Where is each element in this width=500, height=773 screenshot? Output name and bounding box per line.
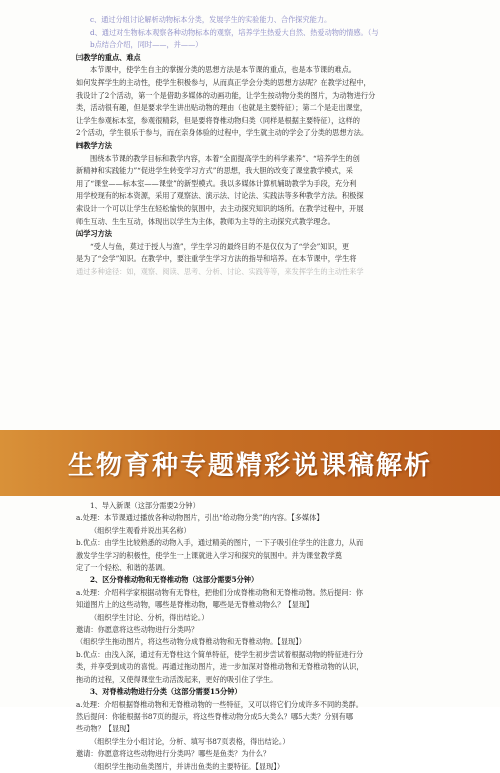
section-heading-key-points: ㈢教学的重点、难点 (76, 52, 141, 62)
procedure-heading: 3、对脊椎动物进行分类（这部分需要15分钟） (90, 687, 242, 697)
objectives-list (76, 14, 446, 52)
procedure-line: a.处理：本节课通过播放各种动物图片，引出“给动物分类”的内容。【多媒体】 (76, 513, 324, 523)
paragraph-line: 师生互动、生生互动，体现出以学生为主体，教师为主导的主动探究式教学理念。 (76, 216, 335, 226)
paragraph-line: 如何发挥学生的主动性，使学生积极参与，从而真正学会分类的思想方法呢？在教学过程中， (76, 77, 371, 87)
section-heading-teaching-methods: ㈣教学方法 (76, 140, 112, 150)
section-heading-learning-methods: ㈤学习方法 (76, 229, 112, 239)
paragraph-line: 索设计一个可以让学生在轻松愉快的氛围中，去主动探究知识的场所。在教学过程中，开展 (76, 203, 364, 213)
objective-d-cont: b点结合介绍，同时——，并——） (90, 40, 203, 50)
procedure-line: 定了一个轻松、和谐的基调。 (76, 563, 170, 573)
procedure-line: 然后提问：你能根据书87页的提示，将这些脊椎动物分成5大类么？哪5大类？分别有哪 (76, 711, 354, 721)
procedure-line: a.处理：介绍科学家根据动物有无脊柱，把他们分成脊椎动物和无脊椎动物。然后提问：你 (76, 587, 363, 597)
procedure-heading: 2、区分脊椎动物和无脊椎动物（这部分需要5分钟） (90, 575, 259, 585)
lesson-procedure (76, 500, 446, 773)
document-body (76, 14, 446, 278)
paragraph-line: 新精神和实践能力”“促进学生转变学习方式”的思想，我大胆的改变了课堂教学模式，采 (76, 166, 353, 176)
procedure-line: a.处理：介绍根据脊椎动物和无脊椎动物的一些特征，又可以将它们分成许多不同的类群。 (76, 699, 363, 709)
paragraph-line: 我设计了2个活动，第一个是借助多媒体的动画功能，让学生按动物分类的图片，为动物进行分 (76, 90, 376, 100)
paragraph-line: “受人与鱼，莫过于授人与渔”，学生学习的最终目的不是仅仅为了“学会”知识，更 (90, 241, 350, 251)
paragraph-line: 是为了“会学”知识。在教学中，要注重学生学习方法的指导和培养。在本节课中，学生将 (76, 254, 357, 264)
paragraph-line: 用学校现有的标本资源，采用了观察法、演示法、讨论法、实践法等多种教学方法。积极探 (76, 191, 364, 201)
procedure-line: 类，并享受到成功的喜悦。再通过拖动图片，进一步加深对脊椎动物和无脊椎动物的认识， (76, 662, 364, 672)
objective-d: d、通过对生物标本观察各种动物标本的观察，培养学生热爱大自然、热爱动物的情感。（与 (90, 27, 379, 37)
procedure-line: 邀请：你愿意将这些动物进行分类吗？哪些是鱼类？为什么？ (76, 749, 271, 759)
title-banner (0, 430, 500, 496)
procedure-line: 邀请：你愿意将这些动物进行分类吗？ (76, 625, 199, 635)
procedure-line: （组织学生讨论、分析，得出结论。） (90, 612, 209, 622)
procedure-line: 知道图片上的这些动物，哪些是脊椎动物，哪些是无脊椎动物么？【显现】 (76, 600, 314, 610)
procedure-line: b.优点：由浅入深，通过有无脊柱这个简单特征，使学生初步尝试着根据动物的特征进行分 (76, 649, 364, 659)
paragraph-line: 类，活动很有趣，但是要求学生讲出贴动物的理由（也就是主要特征）；第二个是走出课堂， (76, 103, 368, 113)
paragraph-line: 2个活动，学生很乐于参与，而在亲身体验的过程中，学生就主动的学会了分类的思想方法。 (76, 128, 369, 138)
procedure-line: （组织学生拖动图片，将这些动物分成脊椎动物和无脊椎动物。【显现】） (76, 637, 306, 647)
procedure-line: （组织学生观看并说出其名称） (90, 525, 191, 535)
procedure-line: 1、导入新课（这部分需要2分钟） (90, 501, 200, 510)
objective-c: c、通过分组讨论解析动物标本分类，发展学生的实验能力、合作探究能力。 (90, 15, 332, 24)
procedure-line: （组织学生拖动鱼类图片，并讲出鱼类的主要特征。【显现】） (90, 761, 285, 771)
procedure-line: b.优点：由学生比较熟悉的动物入手，通过精美的图片，一下子吸引住学生的注意力，从而 (76, 538, 364, 548)
paragraph-line: 本节课中，使学生自主的掌握分类的思想方法是本节课的重点，也是本节课的难点。 (90, 65, 356, 75)
procedure-line: 些动物？【显现】 (76, 724, 134, 734)
paragraph-line: 围绕本节课的教学目标和教学内容，本着“全面提高学生的科学素养”、“培养学生的创 (90, 153, 360, 163)
procedure-line: 激发学生学习的积极性，使学生一上课就进入学习和探究的氛围中。并为课堂教学奠 (76, 550, 342, 560)
procedure-line: 拖动的过程，又使得课堂生动活泼起来，更好的吸引住了学生。 (76, 674, 278, 684)
paragraph-line: 通过多种途径：如，观察、阅读、思考、分析、讨论、实践等等，来发挥学生的主动性来学 (76, 266, 364, 276)
paragraph-line: 用了“课堂——标本室——课堂”的新型模式。我以多媒体计算机辅助教学为手段，充分利 (76, 178, 357, 188)
banner-title: 生物育种专题精彩说课稿解析 (67, 450, 432, 481)
paragraph-line: 让学生参观标本室，参观很精彩，但是要将脊椎动物归类（同样是根据主要特征），这样的 (76, 115, 360, 125)
procedure-line: （组织学生分小组讨论，分析、填写书87页表格，得出结论。） (90, 736, 290, 746)
